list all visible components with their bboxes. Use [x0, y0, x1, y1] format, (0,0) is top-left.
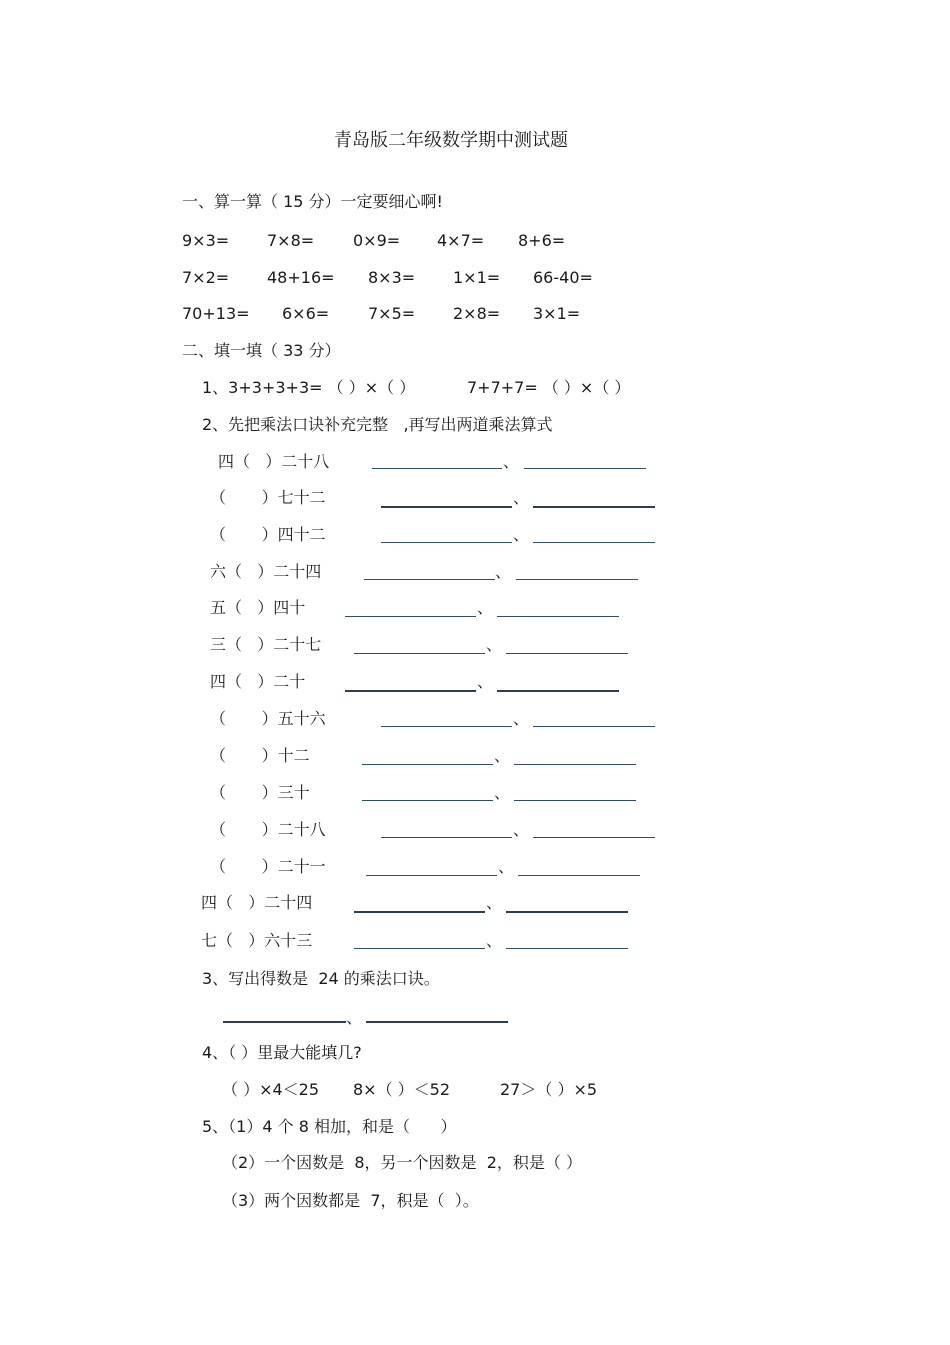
answer-line[interactable] [524, 468, 646, 469]
rhyme-label: 四（ ）二十 [210, 672, 306, 691]
rhyme-label: （ ）十二 [210, 746, 310, 765]
rhyme-label: 四（ ）二十八 [218, 452, 330, 471]
rhyme-label: （ ）七十二 [210, 488, 326, 507]
arithmetic-item: 8×3= [368, 268, 416, 287]
arithmetic-item: 2×8= [453, 304, 501, 323]
answer-line[interactable] [381, 506, 512, 508]
separator: 、 [503, 452, 520, 471]
answer-line[interactable] [345, 690, 476, 692]
section-2-heading: 二、填一填（ 33 分） [182, 341, 341, 360]
rhyme-label: 七（ ）六十三 [201, 931, 313, 950]
question-1a: 1、3+3+3+3= （ ）×（ ） [202, 378, 416, 397]
answer-line[interactable] [533, 506, 655, 508]
rhyme-label: （ ）三十 [210, 783, 310, 802]
separator: 、 [513, 488, 530, 507]
question-4-text: 4、（ ）里最大能填几? [202, 1043, 362, 1062]
answer-line[interactable] [506, 911, 628, 913]
arithmetic-item: 6×6= [282, 304, 330, 323]
separator: 、 [498, 857, 515, 876]
arithmetic-item: 3×1= [533, 304, 581, 323]
answer-line[interactable] [497, 616, 619, 617]
arithmetic-item: 7×2= [182, 268, 230, 287]
separator: 、 [513, 820, 530, 839]
separator: 、 [346, 1008, 363, 1027]
separator: 、 [513, 709, 530, 728]
arithmetic-item: 48+16= [267, 268, 335, 287]
answer-line[interactable] [533, 837, 655, 838]
separator: 、 [513, 525, 530, 544]
answer-line[interactable] [362, 800, 493, 801]
arithmetic-item: 66-40= [533, 268, 593, 287]
answer-line[interactable] [381, 726, 512, 727]
arithmetic-item: 4×7= [437, 231, 485, 250]
inequality-item: 8×（ ）＜52 [353, 1080, 451, 1099]
answer-line[interactable] [354, 911, 485, 913]
separator: 、 [495, 562, 512, 581]
answer-line[interactable] [345, 616, 476, 617]
answer-line[interactable] [381, 837, 512, 838]
rhyme-label: 三（ ）二十七 [210, 635, 322, 654]
arithmetic-item: 9×3= [182, 231, 230, 250]
answer-line[interactable] [506, 948, 628, 949]
section-1-heading: 一、算一算（ 15 分）一定要细心啊! [182, 192, 443, 211]
answer-line[interactable] [514, 764, 636, 765]
rhyme-label: （ ）二十一 [210, 857, 326, 876]
rhyme-label: 五（ ）四十 [210, 598, 306, 617]
separator: 、 [486, 931, 503, 950]
question-1b: 7+7+7= （ ）×（ ） [467, 378, 631, 397]
arithmetic-item: 7×5= [368, 304, 416, 323]
separator: 、 [494, 746, 511, 765]
arithmetic-item: 70+13= [182, 304, 250, 323]
inequality-item: （ ）×4＜25 [222, 1080, 320, 1099]
answer-line[interactable] [533, 726, 655, 727]
separator: 、 [477, 672, 494, 691]
question-5-part-1: 5、（1）4 个 8 相加，和是（ ） [202, 1117, 457, 1136]
arithmetic-item: 0×9= [353, 231, 401, 250]
question-5-part-2: （2）一个因数是 8，另一个因数是 2，积是（ ） [222, 1153, 582, 1172]
rhyme-label: （ ）五十六 [210, 709, 326, 728]
answer-line[interactable] [364, 579, 495, 580]
separator: 、 [486, 635, 503, 654]
rhyme-label: 四（ ）二十四 [201, 893, 313, 912]
arithmetic-item: 7×8= [267, 231, 315, 250]
answer-line[interactable] [497, 690, 619, 692]
answer-line[interactable] [223, 1021, 346, 1023]
answer-line[interactable] [354, 948, 485, 949]
answer-line[interactable] [533, 542, 655, 543]
rhyme-label: （ ）二十八 [210, 820, 326, 839]
rhyme-label: （ ）四十二 [210, 525, 326, 544]
answer-line[interactable] [372, 468, 502, 469]
answer-line[interactable] [506, 653, 628, 654]
page-title: 青岛版二年级数学期中测试题 [334, 130, 568, 151]
answer-line[interactable] [518, 875, 640, 876]
rhyme-label: 六（ ）二十四 [210, 562, 322, 581]
inequality-item: 27＞（ ）×5 [500, 1080, 598, 1099]
arithmetic-item: 8+6= [518, 231, 566, 250]
answer-line[interactable] [366, 875, 497, 876]
separator: 、 [486, 893, 503, 912]
question-5-part-3: （3）两个因数都是 7，积是（ ）。 [222, 1191, 479, 1210]
answer-line[interactable] [354, 653, 485, 654]
answer-line[interactable] [362, 764, 493, 765]
question-3-text: 3、写出得数是 24 的乘法口诀。 [202, 969, 440, 988]
answer-line[interactable] [516, 579, 638, 580]
separator: 、 [494, 783, 511, 802]
answer-line[interactable] [366, 1021, 508, 1023]
question-2-text: 2、先把乘法口诀补充完整 ,再写出两道乘法算式 [202, 415, 553, 434]
answer-line[interactable] [514, 800, 636, 801]
arithmetic-item: 1×1= [453, 268, 501, 287]
answer-line[interactable] [381, 542, 512, 543]
separator: 、 [477, 598, 494, 617]
